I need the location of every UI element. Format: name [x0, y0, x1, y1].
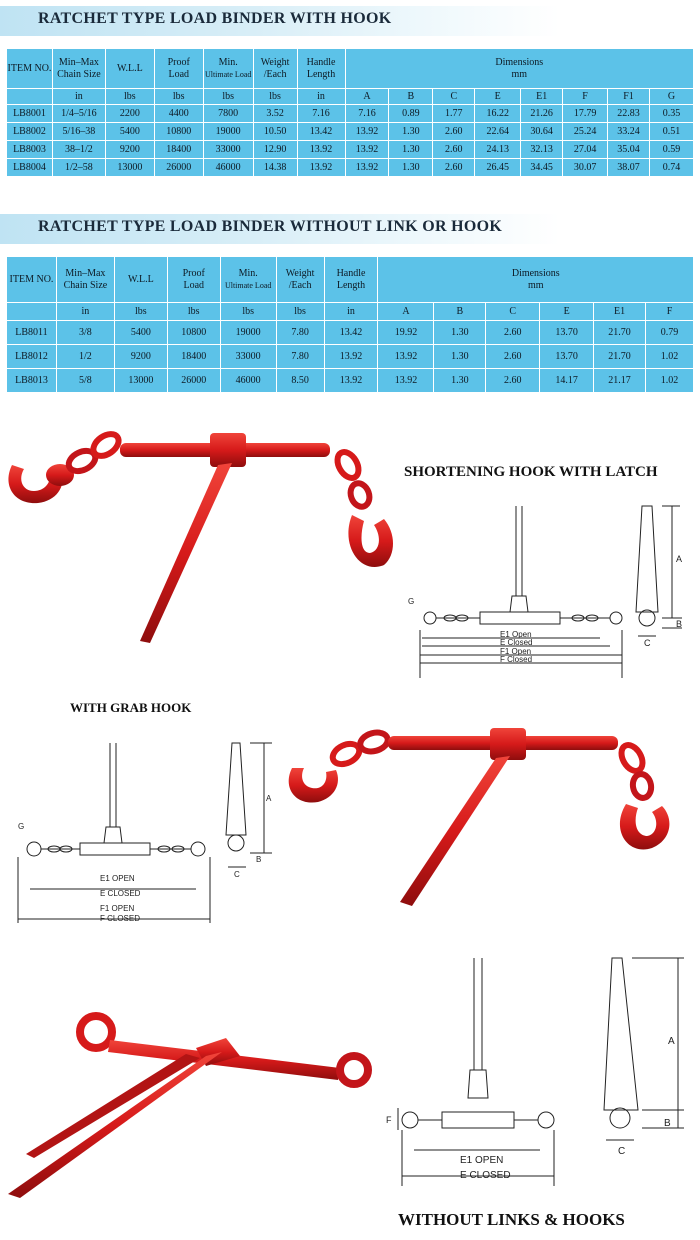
table-cell: 2.60 [486, 345, 540, 369]
table-cell: 13000 [105, 159, 154, 177]
table-row [7, 123, 694, 141]
table-cell: 7.80 [276, 321, 324, 345]
grab-label-c: C [234, 870, 240, 879]
table-cell: 5/8 [56, 369, 114, 393]
table-header-row [7, 49, 694, 89]
item-number-cell: LB8011 [7, 321, 57, 345]
table-cell: 13.92 [345, 141, 389, 159]
table-cell: 33000 [220, 345, 276, 369]
col-wll-header: W.L.L [114, 257, 167, 303]
table2-title: RATCHET TYPE LOAD BINDER WITHOUT LINK OR HOOK [38, 218, 503, 235]
grab-label-a: A [266, 794, 272, 803]
table-cell: 19000 [203, 123, 253, 141]
table-cell: 26000 [154, 159, 203, 177]
table-cell: 2.60 [433, 159, 475, 177]
table-cell: 9200 [114, 345, 167, 369]
table-cell: 1.02 [646, 345, 694, 369]
table-cell: 13.92 [297, 159, 345, 177]
table-cell: 46000 [220, 369, 276, 393]
grab-label-e1: E1 OPEN [100, 874, 135, 883]
table-cell: 0.79 [646, 321, 694, 345]
col-dimensions-header: Dimensions mm [345, 49, 693, 89]
col-dimensions-header: Dimensions mm [378, 257, 694, 303]
table-cell: 12.90 [253, 141, 297, 159]
latch-label-g: G [408, 597, 415, 606]
table-cell: 0.51 [649, 123, 693, 141]
table-cell: 22.83 [608, 105, 650, 123]
table-cell: 24.13 [475, 141, 521, 159]
table-cell: 34.45 [521, 159, 563, 177]
table-cell: 13.92 [324, 345, 378, 369]
col-proof-header: Proof Load [167, 257, 220, 303]
table-cell: 25.24 [563, 123, 608, 141]
without-label-c: C [618, 1146, 626, 1157]
table-cell: 0.89 [389, 105, 433, 123]
col-proof-header: Proof Load [154, 49, 203, 89]
table-cell: 1/2–58 [52, 159, 105, 177]
without-label-e: E CLOSED [460, 1170, 511, 1181]
table-cell: 1.30 [389, 123, 433, 141]
table-cell: 1.30 [434, 369, 486, 393]
item-number-cell: LB8004 [7, 159, 53, 177]
latch-label-e: E Closed [500, 638, 533, 647]
col-min-header: Min. Ultimate Load [203, 49, 253, 89]
table-cell: 5/16–38 [52, 123, 105, 141]
item-number-cell: LB8002 [7, 123, 53, 141]
table-cell: 38–1/2 [52, 141, 105, 159]
col-item-header: ITEM NO. [7, 257, 57, 303]
item-number-cell: LB8013 [7, 369, 57, 393]
grab-label-f1: F1 OPEN [100, 904, 135, 913]
table-cell: 38.07 [608, 159, 650, 177]
table-cell: 13.92 [378, 345, 434, 369]
table-cell: 1.02 [646, 369, 694, 393]
table-cell: 9200 [105, 141, 154, 159]
col-item-header: ITEM NO. [7, 49, 53, 89]
latch-label-f: F Closed [500, 655, 533, 664]
item-number-cell: LB8003 [7, 141, 53, 159]
table-units-row: in lbs lbs lbs lbs in A B C E E1 F [7, 303, 694, 321]
table-row [7, 105, 694, 123]
spec-table-without-hook [6, 256, 694, 393]
without-label-a: A [668, 1036, 675, 1047]
grab-label-f: F CLOSED [100, 914, 141, 923]
latch-label-c: C [644, 638, 651, 648]
table-cell: 0.74 [649, 159, 693, 177]
table-cell: 2.60 [486, 321, 540, 345]
table-cell: 1.30 [389, 159, 433, 177]
table-cell: 7800 [203, 105, 253, 123]
grab-hook-technical-drawing [0, 735, 290, 930]
col-weight-header: Weight /Each [276, 257, 324, 303]
table-cell: 13.42 [324, 321, 378, 345]
binder-with-grab-hook-photo [282, 710, 692, 920]
table-cell: 26.45 [475, 159, 521, 177]
table-cell: 10800 [154, 123, 203, 141]
table-cell: 13000 [114, 369, 167, 393]
table-cell: 13.70 [540, 345, 594, 369]
table-cell: 0.59 [649, 141, 693, 159]
table-cell: 18400 [154, 141, 203, 159]
caption-grab: WITH GRAB HOOK [70, 700, 192, 715]
table-cell: 19000 [220, 321, 276, 345]
without-label-f: F [386, 1115, 392, 1125]
table-row [7, 321, 694, 345]
col-wll-header: W.L.L [105, 49, 154, 89]
table-cell: 4400 [154, 105, 203, 123]
col-min-header: Min. Ultimate Load [220, 257, 276, 303]
grab-label-b: B [256, 855, 262, 864]
table-cell: 30.64 [521, 123, 563, 141]
spec-table-with-hook [6, 48, 694, 177]
table-cell: 1.77 [433, 105, 475, 123]
table-cell: 33000 [203, 141, 253, 159]
caption-without: WITHOUT LINKS & HOOKS [398, 1210, 625, 1229]
table-cell: 16.22 [475, 105, 521, 123]
table-cell: 13.92 [345, 159, 389, 177]
col-chain-header: Min–Max Chain Size [56, 257, 114, 303]
table-cell: 13.92 [378, 369, 434, 393]
table-row [7, 369, 694, 393]
caption-latch: SHORTENING HOOK WITH LATCH [404, 464, 658, 480]
table-cell: 30.07 [563, 159, 608, 177]
table1-title: RATCHET TYPE LOAD BINDER WITH HOOK [38, 10, 392, 27]
table-cell: 8.50 [276, 369, 324, 393]
table-cell: 13.70 [540, 321, 594, 345]
table-cell: 27.04 [563, 141, 608, 159]
without-label-b: B [664, 1118, 671, 1129]
table-cell: 33.24 [608, 123, 650, 141]
item-number-cell: LB8012 [7, 345, 57, 369]
table-cell: 10800 [167, 321, 220, 345]
table-cell: 21.70 [594, 321, 646, 345]
table-cell: 1/2 [56, 345, 114, 369]
without-links-technical-drawing [380, 950, 700, 1190]
latch-label-f1: F1 Open [500, 647, 532, 656]
table-units-row: in lbs lbs lbs lbs in A B C E E1 F F1 G [7, 89, 694, 105]
table-cell: 17.79 [563, 105, 608, 123]
table2-banner [0, 214, 560, 244]
item-number-cell: LB8001 [7, 105, 53, 123]
table-cell: 46000 [203, 159, 253, 177]
table-cell: 18400 [167, 345, 220, 369]
table-cell: 1.30 [434, 321, 486, 345]
table-cell: 1.30 [389, 141, 433, 159]
table-cell: 0.35 [649, 105, 693, 123]
table-row [7, 159, 694, 177]
table-cell: 14.38 [253, 159, 297, 177]
table-cell: 13.92 [345, 123, 389, 141]
col-chain-header: Min–Max Chain Size [52, 49, 105, 89]
col-weight-header: Weight /Each [253, 49, 297, 89]
latch-label-b: B [676, 619, 683, 629]
grab-label-e: E CLOSED [100, 889, 141, 898]
table-cell: 5400 [114, 321, 167, 345]
table-cell: 2200 [105, 105, 154, 123]
table-cell: 13.92 [324, 369, 378, 393]
latch-label-a: A [676, 554, 683, 564]
table-cell: 7.16 [297, 105, 345, 123]
table-cell: 7.16 [345, 105, 389, 123]
table-cell: 1/4–5/16 [52, 105, 105, 123]
table-cell: 21.70 [594, 345, 646, 369]
binder-without-links-photo [0, 1008, 380, 1208]
grab-label-g: G [18, 822, 25, 831]
table-cell: 3.52 [253, 105, 297, 123]
table-row [7, 345, 694, 369]
table-cell: 10.50 [253, 123, 297, 141]
table-cell: 13.42 [297, 123, 345, 141]
latch-label-e1: E1 Open [500, 630, 532, 639]
table-cell: 1.30 [434, 345, 486, 369]
table-cell: 13.92 [297, 141, 345, 159]
table-cell: 14.17 [540, 369, 594, 393]
table-cell: 5400 [105, 123, 154, 141]
table-header-row [7, 257, 694, 303]
col-handle-header: Handle Length [297, 49, 345, 89]
col-handle-header: Handle Length [324, 257, 378, 303]
table1-banner [0, 6, 560, 36]
table-cell: 19.92 [378, 321, 434, 345]
table-cell: 2.60 [433, 141, 475, 159]
table-cell: 35.04 [608, 141, 650, 159]
table-cell: 2.60 [486, 369, 540, 393]
latch-technical-drawing [400, 500, 700, 685]
table-row [7, 141, 694, 159]
table-cell: 2.60 [433, 123, 475, 141]
table-cell: 3/8 [56, 321, 114, 345]
table-cell: 26000 [167, 369, 220, 393]
without-label-e1: E1 OPEN [460, 1155, 504, 1166]
binder-with-latch-hook-photo [0, 405, 400, 665]
table-cell: 21.26 [521, 105, 563, 123]
table-cell: 21.17 [594, 369, 646, 393]
table-cell: 7.80 [276, 345, 324, 369]
table-cell: 32.13 [521, 141, 563, 159]
table-cell: 22.64 [475, 123, 521, 141]
